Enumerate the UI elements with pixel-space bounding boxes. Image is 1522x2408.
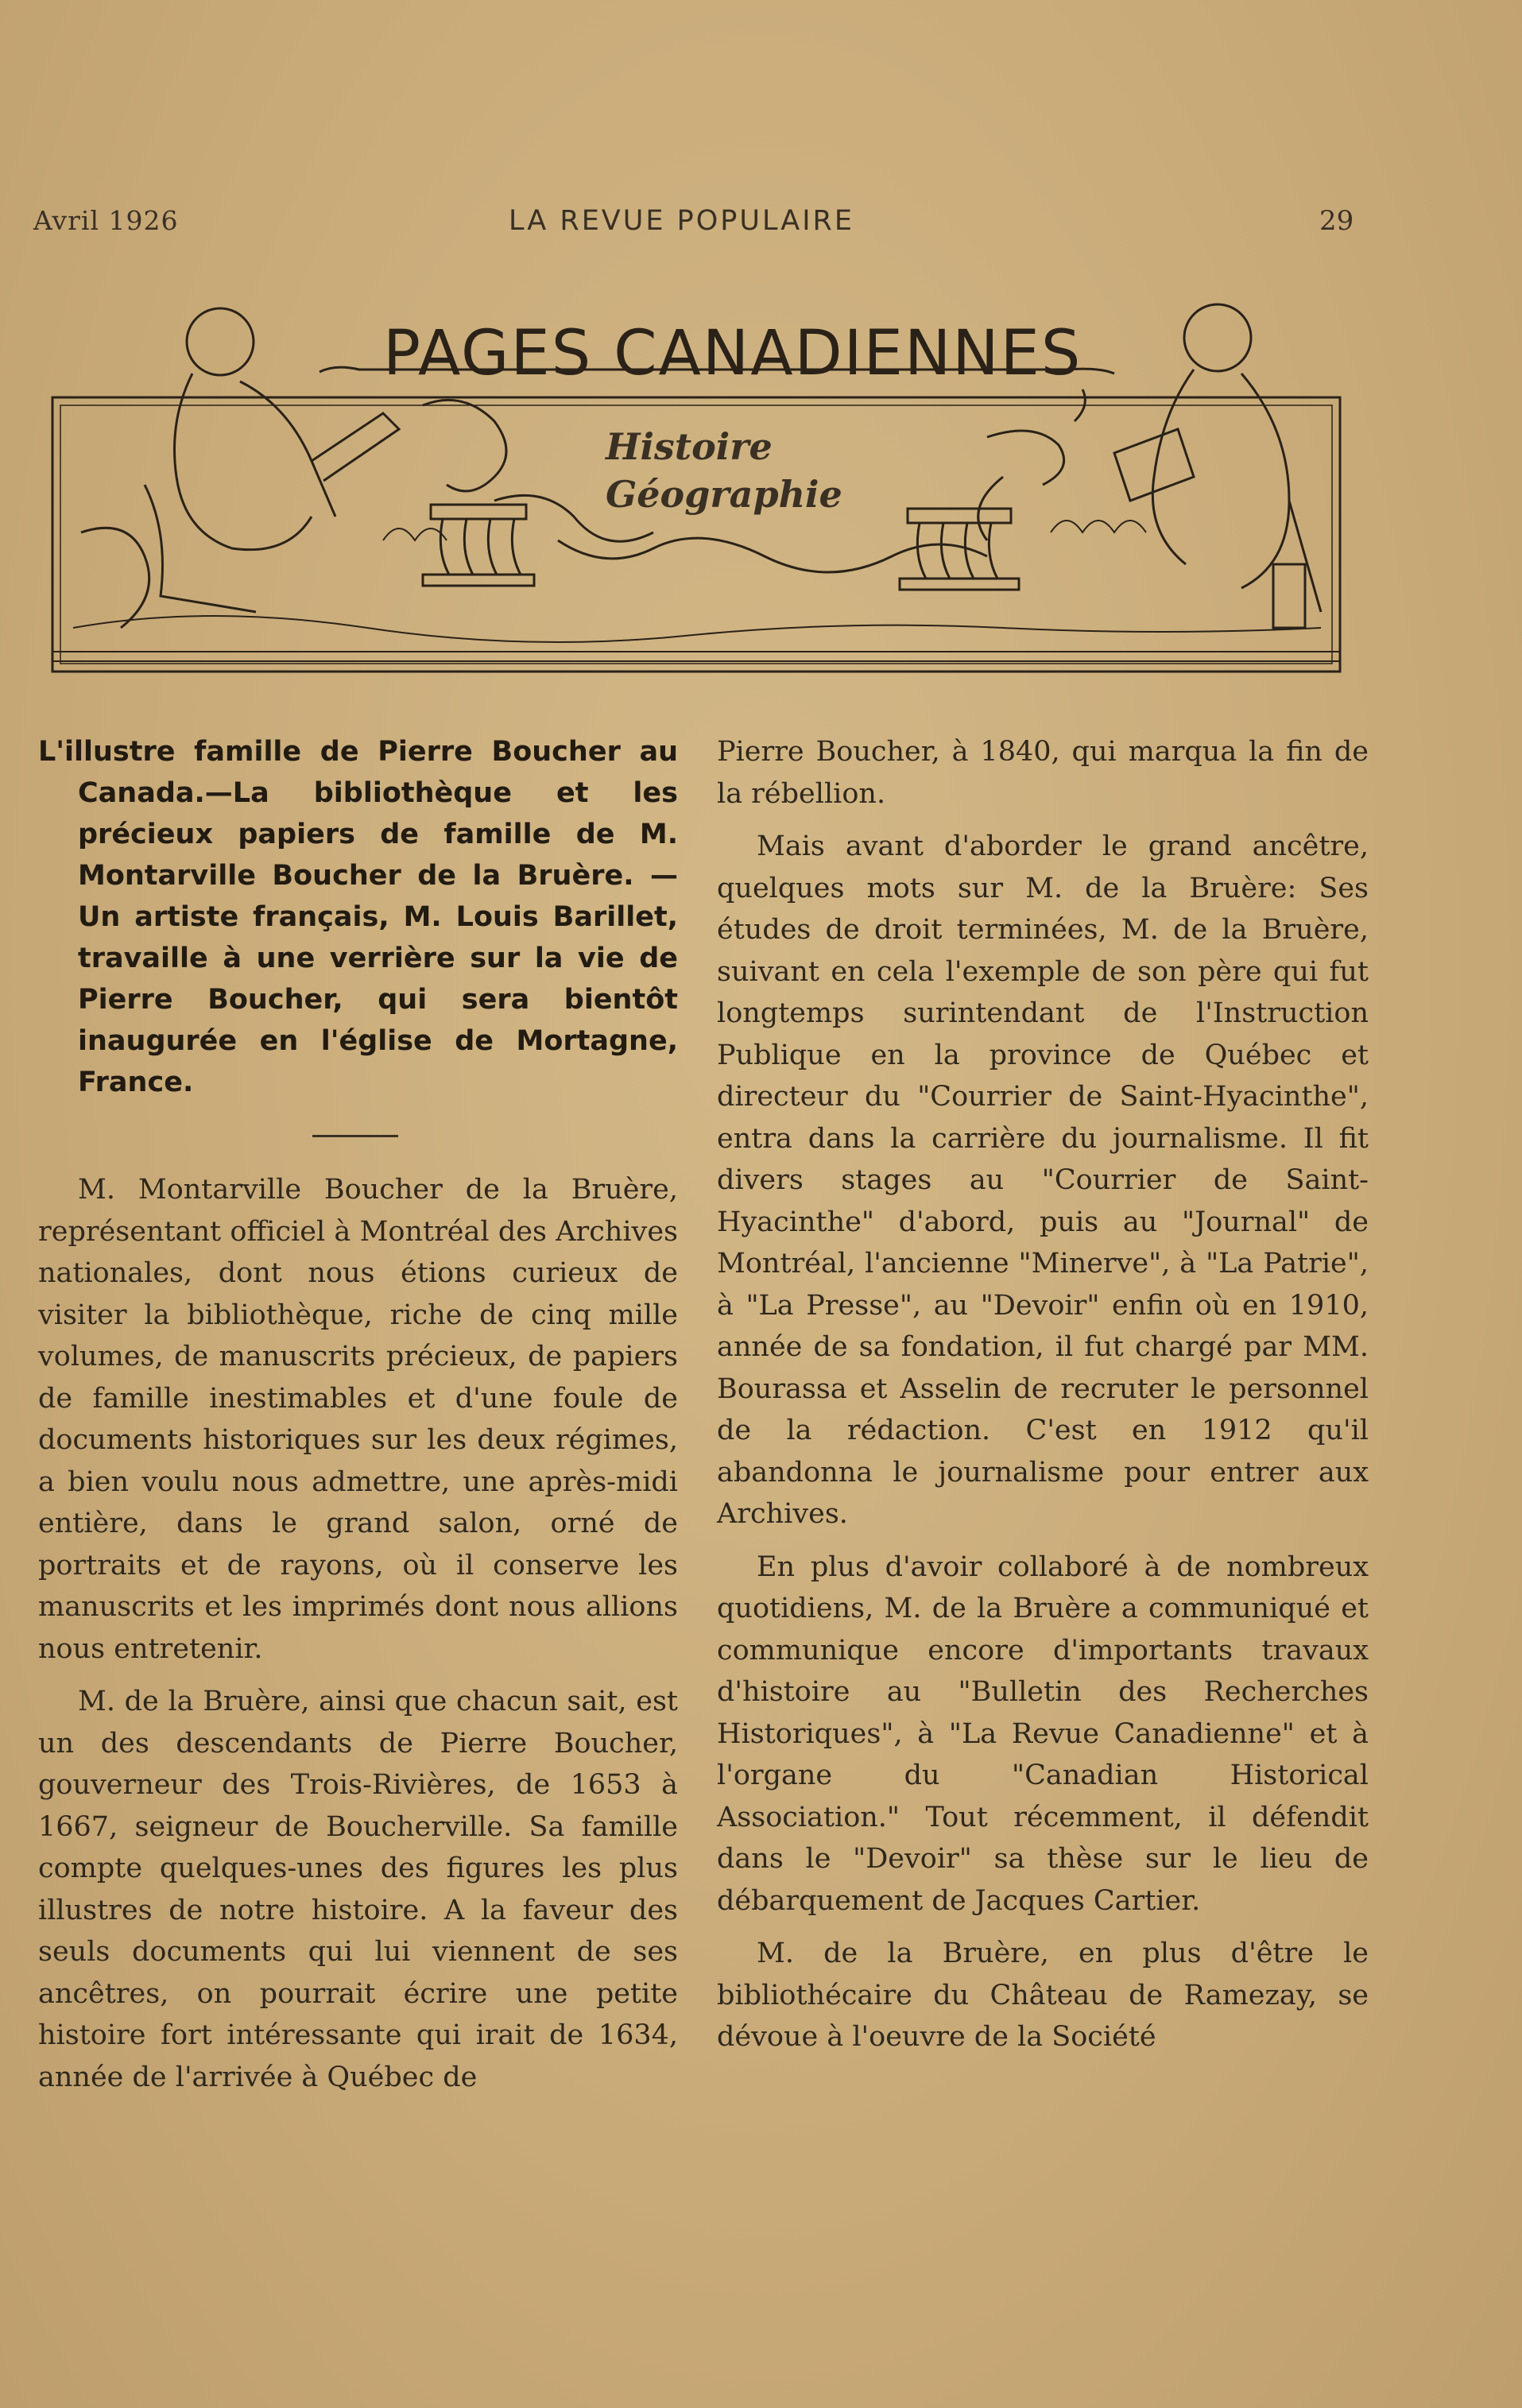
banner-subtitle-geography: Géographie <box>606 473 842 516</box>
paragraph: Mais avant d'aborder le grand ancêtre, quelques mots sur M. de la Bruère: Ses études de droit terminées, M. de la Bruère, suivant en cela l'exemple de son père qui fut longtemps surintendant de l'Instruction Publique en la province de Québec et directeur du "Courrier de Saint-Hyacinthe", entra dans la carrière du journalisme. Il fit divers stages au "Courrier de Saint-Hyacinthe" d'abord, puis au "Journal" de Montréal, l'ancienne "Minerve", à "La Patrie", à "La Presse", au "Devoir" enfin où en 1910, année de sa fondation, il fut chargé par MM. Bourassa et Asselin de recruter le personnel de la rédaction. C'est en 1912 qu'il abandonna le journalisme pour entrer aux Archives. <box>717 830 1369 1530</box>
left-column <box>38 731 678 2098</box>
banner-subtitle-history: Histoire <box>606 425 773 468</box>
issue-date: Avril 1926 <box>33 205 179 236</box>
publication-title: LA REVUE POPULAIRE <box>509 205 854 237</box>
article-summary: L'illustre famille de Pierre Boucher au Canada.—La bibliothèque et les précieux papiers de famille de M. Montarville Boucher de la Bruère. —Un artiste français, M. Louis Barillet, travaille à une verrière sur la vie de Pierre Boucher, qui sera bientôt inaugurée en l'église de Mortagne, France. <box>38 736 678 1098</box>
section-divider <box>312 1135 398 1137</box>
paragraph: M. Montarville Boucher de la Bruère, représentant officiel à Montréal des Archives nationales, dont nous étions curieux de visiter la bibliothèque, riche de cinq mille volumes, de manuscrits précieux, de papiers de famille inestimables et d'une foule de documents historiques sur les deux régimes, a bien voulu nous admettre, une après-midi entière, dans le grand salon, orné de portraits et de rayons, où il conserve les manuscrits et les imprimés dont nous allions nous entretenir. <box>38 1174 678 1665</box>
page-number: 29 <box>1319 205 1354 237</box>
running-head <box>0 205 1522 237</box>
section-banner <box>49 294 1343 683</box>
paragraph: M. de la Bruère, ainsi que chacun sait, est un des descendants de Pierre Boucher, gouverneur des Trois-Rivières, de 1653 à 1667, seigneur de Boucherville. Sa famille compte quelques-unes des figures les plus illustres de notre histoire. A la faveur des seuls documents qui lui viennent de ses ancêtres, on pourrait écrire une petite histoire fort intéressante qui irait de 1634, année de l'arrivée à Québec de <box>38 1686 678 2093</box>
paragraph: Pierre Boucher, à 1840, qui marqua la fin de la rébellion. <box>717 736 1369 810</box>
right-column <box>717 731 1369 2058</box>
banner-title: PAGES CANADIENNES <box>383 318 1082 389</box>
paragraph: M. de la Bruère, en plus d'être le bibliothécaire du Château de Ramezay, se dévoue à l'oeuvre de la Société <box>717 1938 1369 2053</box>
paragraph: En plus d'avoir collaboré à de nombreux quotidiens, M. de la Bruère a communiqué et communique encore d'importants travaux d'histoire au "Bulletin des Recherches Historiques", à "La Revue Canadienne" et à l'organe du "Canadian Historical Association." Tout récemment, il défendit dans le "Devoir" sa thèse sur le lieu de débarquement de Jacques Cartier. <box>717 1550 1369 1917</box>
